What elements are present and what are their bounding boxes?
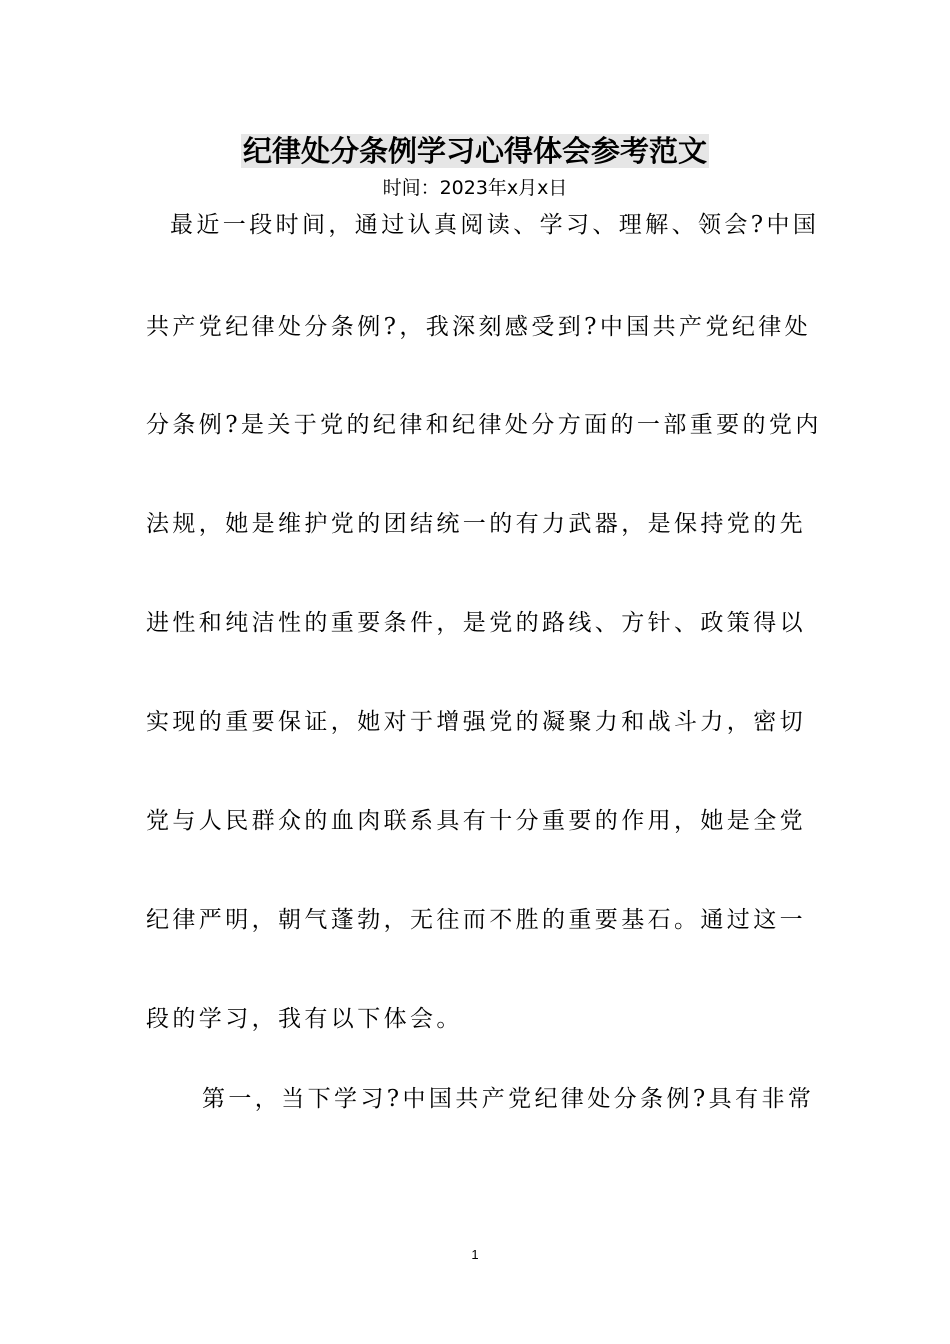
paragraph-line: 分条例?是关于党的纪律和纪律处分方面的一部重要的党内 <box>146 412 822 438</box>
paragraph-line: 最近一段时间，通过认真阅读、学习、理解、领会?中国 <box>170 212 820 238</box>
document-title-text: 纪律处分条例学习心得体会参考范文 <box>242 134 707 168</box>
paragraph-line: 段的学习，我有以下体会。 <box>146 1006 463 1032</box>
paragraph-line: 党与人民群众的血肉联系具有十分重要的作用，她是全党 <box>146 808 806 834</box>
paragraph-line: 进性和纯洁性的重要条件，是党的路线、方针、政策得以 <box>146 610 806 636</box>
paragraph-line: 法规，她是维护党的团结统一的有力武器，是保持党的先 <box>146 511 806 537</box>
paragraph-line: 纪律严明，朝气蓬勃，无往而不胜的重要基石。通过这一 <box>146 907 806 933</box>
page-number: 1 <box>471 1247 479 1262</box>
document-date: 时间：2023年x月x日 <box>382 177 568 199</box>
paragraph-line: 第一，当下学习?中国共产党纪律处分条例?具有非常 <box>202 1086 815 1112</box>
paragraph-line: 实现的重要保证，她对于增强党的凝聚力和战斗力，密切 <box>146 709 806 735</box>
paragraph-line: 共产党纪律处分条例?，我深刻感受到?中国共产党纪律处 <box>146 314 812 340</box>
document-title <box>0 131 950 171</box>
